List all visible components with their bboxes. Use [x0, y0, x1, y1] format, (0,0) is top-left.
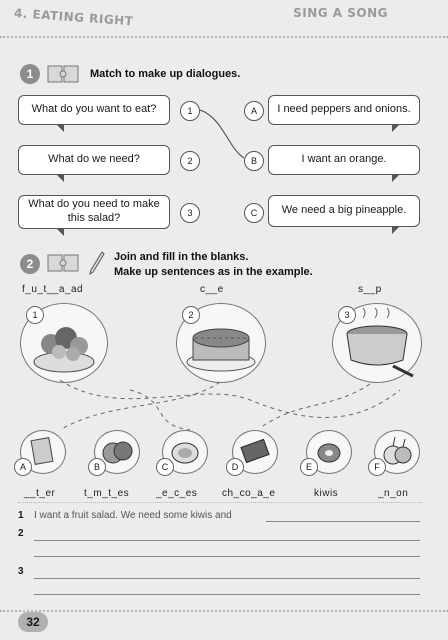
answer-text: I want an orange.: [301, 153, 387, 166]
answer-bubble-b: [268, 145, 420, 175]
ingredient-word-f: _n_on: [378, 488, 409, 499]
example-match-line: [198, 108, 248, 160]
word-divider: [18, 502, 422, 503]
dish-word-2: c__e: [200, 284, 224, 295]
match-number-2[interactable]: 2: [180, 151, 200, 171]
dish-number-badge: 2: [182, 306, 200, 324]
bubble-tail: [392, 174, 400, 182]
dish-word-1: f_u_t__a_ad: [22, 284, 84, 295]
bubble-tail: [392, 226, 400, 234]
match-letter-b[interactable]: B: [244, 151, 264, 171]
sentence-number: 2: [18, 528, 24, 539]
bubble-tail: [56, 124, 64, 132]
bubble-tail: [392, 124, 400, 132]
dashed-path-maze: [0, 370, 448, 436]
match-number-3[interactable]: 3: [180, 203, 200, 223]
exercise-number: 2: [20, 254, 40, 274]
ingredient-letter-badge: F: [368, 458, 386, 476]
question-text: What do you need to make this salad?: [28, 198, 160, 224]
bubble-tail: [56, 228, 64, 236]
answer-line[interactable]: [34, 540, 420, 541]
sentence-number: 3: [18, 566, 24, 577]
puzzle-icon: [46, 63, 82, 90]
ingredient-letter-badge: D: [226, 458, 244, 476]
answer-line[interactable]: [34, 556, 420, 557]
answer-line[interactable]: [34, 578, 420, 579]
match-letter-a[interactable]: A: [244, 101, 264, 121]
header-divider: [0, 36, 448, 38]
footer-divider: [0, 610, 448, 612]
answer-bubble-c: [268, 195, 420, 227]
question-bubble-3: [18, 195, 170, 229]
answer-bubble-a: [268, 95, 420, 125]
example-sentence: I want a fruit salad. We need some kiwis and: [34, 510, 232, 521]
match-number-1[interactable]: 1: [180, 101, 200, 121]
ingredient-word-c: _e_c_es: [156, 488, 198, 499]
ingredient-word-b: t_m_t_es: [84, 488, 130, 499]
ingredient-letter-badge: E: [300, 458, 318, 476]
ingredient-letter-badge: B: [88, 458, 106, 476]
ingredient-letter-badge: A: [14, 458, 32, 476]
answer-text: I need peppers and onions.: [277, 103, 411, 116]
page-number: 32: [18, 612, 48, 632]
answer-text: We need a big pineapple.: [281, 204, 407, 217]
exercise-number: 1: [20, 64, 40, 84]
section-title: SING A SONG: [293, 6, 388, 20]
exercise-instruction: Join and fill in the blanks.: [114, 251, 249, 263]
exercise-instruction: Match to make up dialogues.: [90, 68, 241, 80]
ingredient-word-e: kiwis: [314, 488, 339, 499]
unit-title: 4. EATING RIGHT: [13, 6, 134, 29]
match-letter-c[interactable]: C: [244, 203, 264, 223]
dish-number-badge: 1: [26, 306, 44, 324]
pencil-icon: [88, 250, 106, 281]
answer-line[interactable]: [266, 521, 420, 522]
dish-number-badge: 3: [338, 306, 356, 324]
bubble-tail: [56, 174, 64, 182]
dish-word-3: s__p: [358, 284, 382, 295]
question-bubble-1: [18, 95, 170, 125]
ingredient-word-a: __t_er: [24, 488, 56, 499]
ingredient-word-d: ch_co_a_e: [222, 488, 276, 499]
question-bubble-2: [18, 145, 170, 175]
puzzle-icon: [46, 252, 82, 279]
ingredient-letter-badge: C: [156, 458, 174, 476]
exercise-instruction: Make up sentences as in the example.: [114, 266, 313, 278]
answer-line[interactable]: [34, 594, 420, 595]
sentence-number: 1: [18, 510, 24, 521]
question-text: What do you want to eat?: [31, 103, 157, 116]
question-text: What do we need?: [48, 153, 140, 166]
